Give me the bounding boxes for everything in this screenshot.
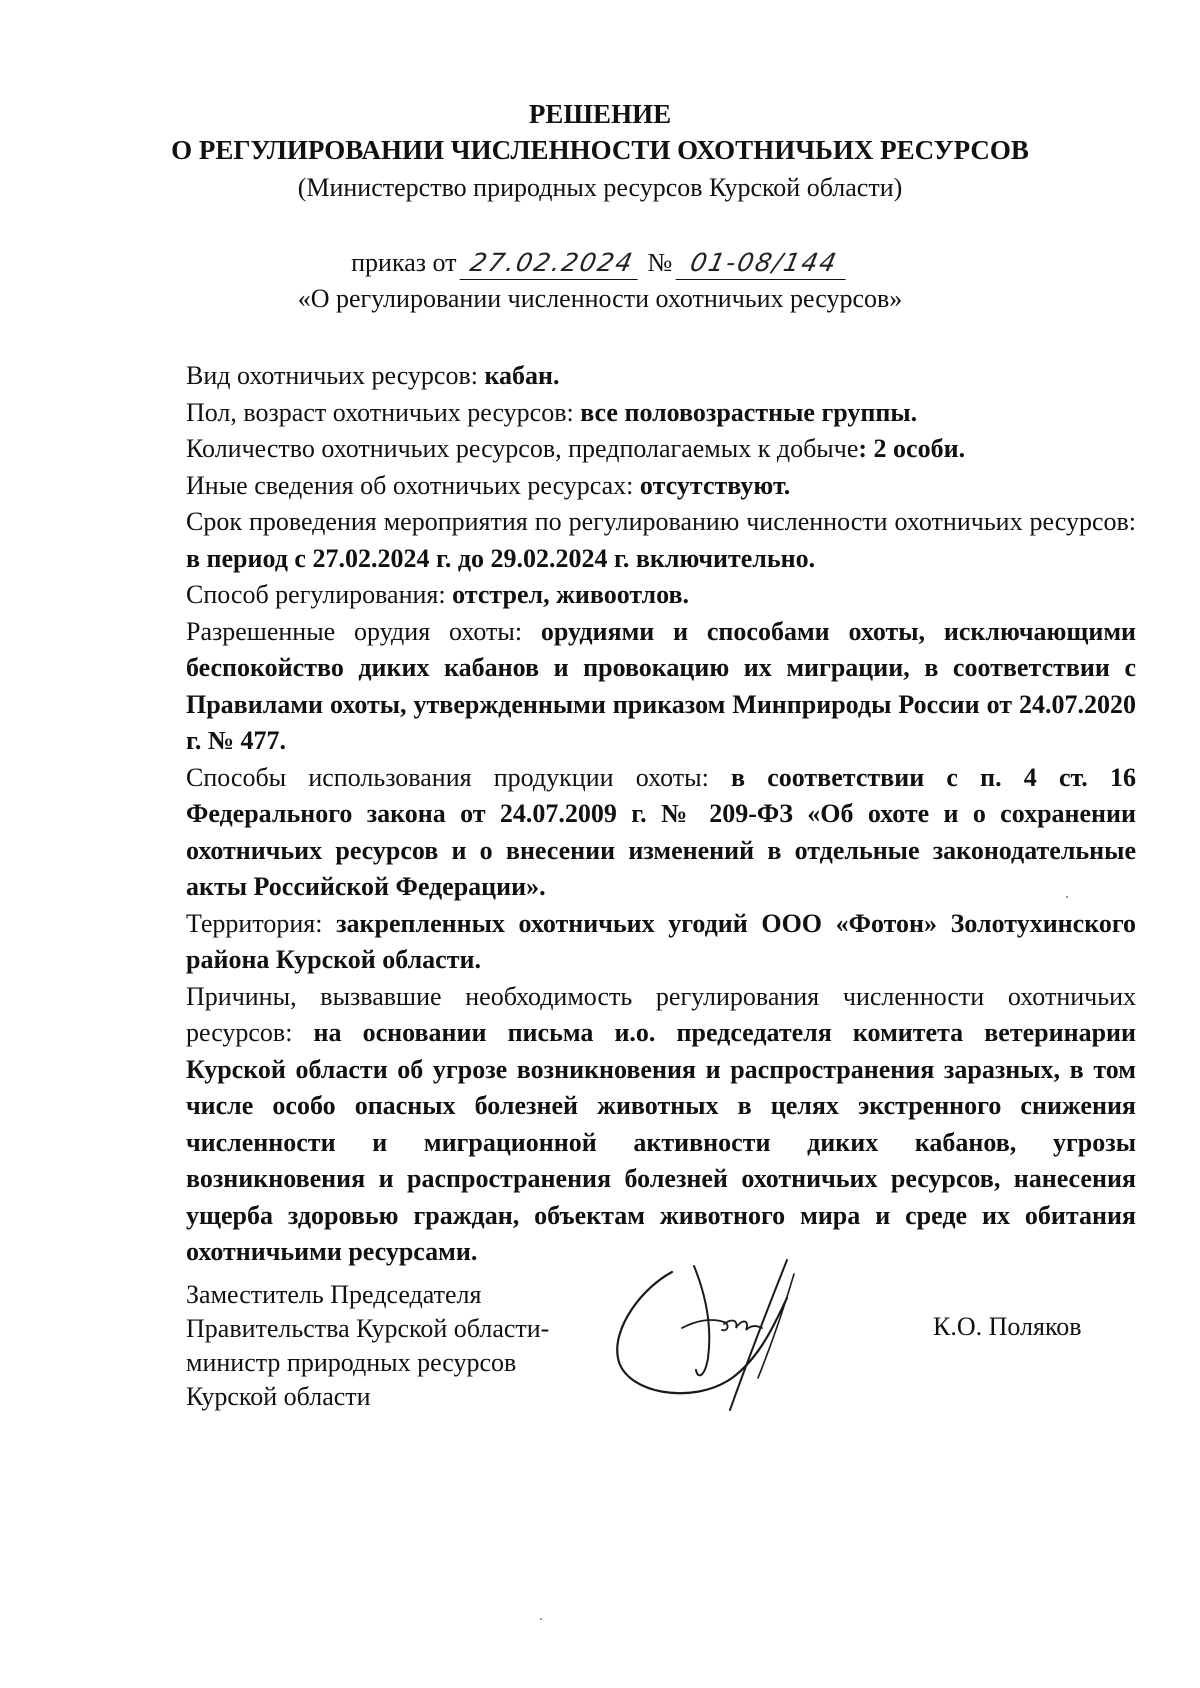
field-value: : 2 особи. <box>858 434 966 463</box>
field-other-info <box>186 468 1136 505</box>
document-subtitle: О РЕГУЛИРОВАНИИ ЧИСЛЕННОСТИ ОХОТНИЧЬИХ РЕСУРСОВ <box>171 135 1029 165</box>
field-territory <box>186 906 1136 979</box>
document-title: РЕШЕНИЕ <box>528 99 672 129</box>
field-value: отсутствуют. <box>639 470 791 500</box>
scan-speck <box>540 1618 542 1620</box>
field-label: Территория: <box>186 908 337 938</box>
field-value: орудиями и способами охоты, исключающими беспокойство диких кабанов и провокацию их миграции, в соответствии с Правилами охоты, утвержденными приказом Минприроды России от 24.07.2020 г. № 477. <box>186 616 1137 755</box>
signatory-position-line: Курской области <box>186 1382 371 1411</box>
order-number-handwritten: 01-08/144 <box>675 247 852 280</box>
order-prefix: приказ от <box>351 248 457 277</box>
signatory-position-line: Правительства Курской области- <box>186 1314 550 1343</box>
field-value: в соответствии с п. 4 ст. 16 Федерального закона от 24.07.2009 г. № 209-ФЗ «Об охоте и о сохранении охотничьих ресурсов и о внесении изменений в отдельные законодательные акты Российской Федерации». <box>186 762 1136 901</box>
field-reasons <box>186 979 1136 1271</box>
field-label: Причины, вызвавшие необходимость регулирования численности охотничьих ресурсов: <box>186 981 1136 1047</box>
field-period <box>186 504 1136 577</box>
field-label: Количество охотничьих ресурсов, предполагаемых к добыче <box>186 434 859 463</box>
field-label: Срок проведения мероприятия по регулированию численности охотничьих ресурсов: <box>186 507 1136 536</box>
signatory-position-line: министр природных ресурсов <box>186 1348 517 1377</box>
field-species <box>186 358 1136 395</box>
field-value: отстрел, живоотлов. <box>452 580 690 609</box>
field-value: закрепленных охотничьих угодий ООО «Фотон» Золотухинского района Курской области. <box>186 908 1136 974</box>
field-label: Пол, возраст охотничьих ресурсов: <box>186 397 581 427</box>
field-label: Способы использования продукции охоты: <box>186 762 731 792</box>
order-number-sign: № <box>647 248 673 277</box>
scan-speck <box>1066 896 1068 898</box>
field-label: Вид охотничьих ресурсов: <box>186 361 485 390</box>
order-name: «О регулировании численности охотничьих ресурсов» <box>297 284 903 313</box>
field-label: Иные сведения об охотничьих ресурсах: <box>186 470 640 500</box>
signatory-position-line: Заместитель Председателя <box>186 1280 482 1309</box>
field-value: в период с 27.02.2024 г. до 29.02.2024 г. включительно. <box>186 543 816 573</box>
order-reference <box>0 247 1200 280</box>
order-date-handwritten: 27.02.2024 <box>460 247 645 280</box>
field-value: на основании письма и.о. председателя комитета ветеринарии Курской области об угрозе возникновения и распространения заразных, в том числе особо опасных болезней животных в целях экстренного снижения численности и миграционной активности диких кабанов, угрозы возникновения и распространения болезней охотничьих ресурсов, нанесения ущерба здоровью граждан, объектам животного мира и среде их обитания охотничьими ресурсами. <box>186 1018 1136 1266</box>
field-method <box>186 577 1136 614</box>
field-tools <box>186 614 1136 760</box>
field-usage <box>186 760 1136 906</box>
decision-body <box>186 358 1136 1271</box>
field-quantity <box>186 431 1136 468</box>
field-label: Способ регулирования: <box>186 580 453 609</box>
field-sex-age <box>186 395 1136 432</box>
handwritten-signature <box>612 1258 842 1418</box>
issuing-authority: (Министерство природных ресурсов Курской области) <box>297 173 903 202</box>
field-label: Разрешенные орудия охоты: <box>186 616 541 646</box>
field-value: кабан. <box>484 361 560 390</box>
field-value: все половозрастные группы. <box>580 397 918 427</box>
signatory-position <box>186 1278 549 1414</box>
signatory-name: К.О. Поляков <box>933 1312 1082 1341</box>
